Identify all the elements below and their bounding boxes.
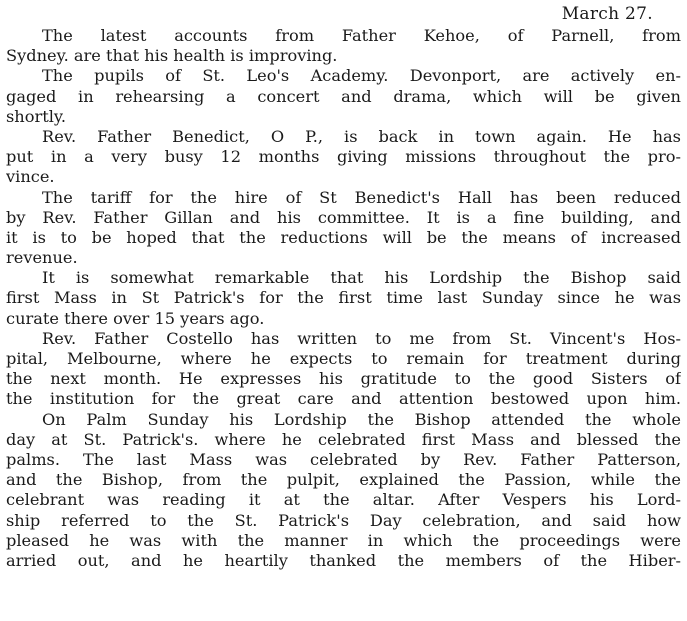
paragraph-father-benedict [6,127,681,188]
text-line: revenue. [6,248,78,268]
article-body [6,26,681,571]
text-line: arried out, and he heartily thanked the members of the Hiber- [6,550,681,570]
text-line: celebrant was reading it at the altar. After Vespers his Lord- [6,490,681,510]
paragraph-bishop-mass [6,268,681,329]
text-line: the next month. He expresses his gratitude to the good Sisters of [6,369,681,389]
paragraph-st-leos-academy [6,66,681,127]
text-line: Rev. Father Costello has written to me from St. Vincent's Hos- [42,328,681,348]
text-line: by Rev. Father Gillan and his committee. It is a fine building, and [6,207,681,227]
paragraph-kehoe [6,26,681,66]
paragraph-st-benedicts-hall [6,188,681,269]
text-line: Rev. Father Benedict, O P., is back in town again. He has [42,126,681,146]
text-line: The tariff for the hire of St Benedict's Hall has been reduced [42,187,681,207]
text-line: Sydney. are that his health is improving. [6,46,338,66]
text-line: first Mass in St Patrick's for the first time last Sunday since he was [6,288,681,308]
text-line: It is somewhat remarkable that his Lordship the Bishop said [42,268,681,288]
text-line: The pupils of St. Leo's Academy. Devonport, are actively en- [42,66,681,86]
text-line: it is to be hoped that the reductions will be the means of increased [6,227,681,247]
text-line: the institution for the great care and attention bestowed upon him. [6,389,681,409]
text-line: vince. [6,167,55,187]
text-line: The latest accounts from Father Kehoe, of Parnell, from [42,26,681,45]
text-line: and the Bishop, from the pulpit, explained the Passion, while the [6,470,681,490]
text-line: pleased he was with the manner in which the proceedings were [6,530,681,550]
text-line: gaged in rehearsing a concert and drama, which will be given [6,86,681,106]
text-line: On Palm Sunday his Lordship the Bishop attended the whole [42,409,681,429]
text-line: day at St. Patrick's. where he celebrated first Mass and blessed the [6,429,681,449]
text-line: palms. The last Mass was celebrated by Rev. Father Patterson, [6,449,681,469]
paragraph-father-costello [6,329,681,410]
paragraph-palm-sunday [6,410,681,572]
text-line: put in a very busy 12 months giving missions throughout the pro- [6,147,681,167]
text-line: curate there over 15 years ago. [6,308,265,328]
text-line: ship referred to the St. Patrick's Day celebration, and said how [6,510,681,530]
dateline: March 27. [561,4,653,24]
text-line: shortly. [6,106,67,126]
text-line: pital, Melbourne, where he expects to remain for treatment during [6,349,681,368]
